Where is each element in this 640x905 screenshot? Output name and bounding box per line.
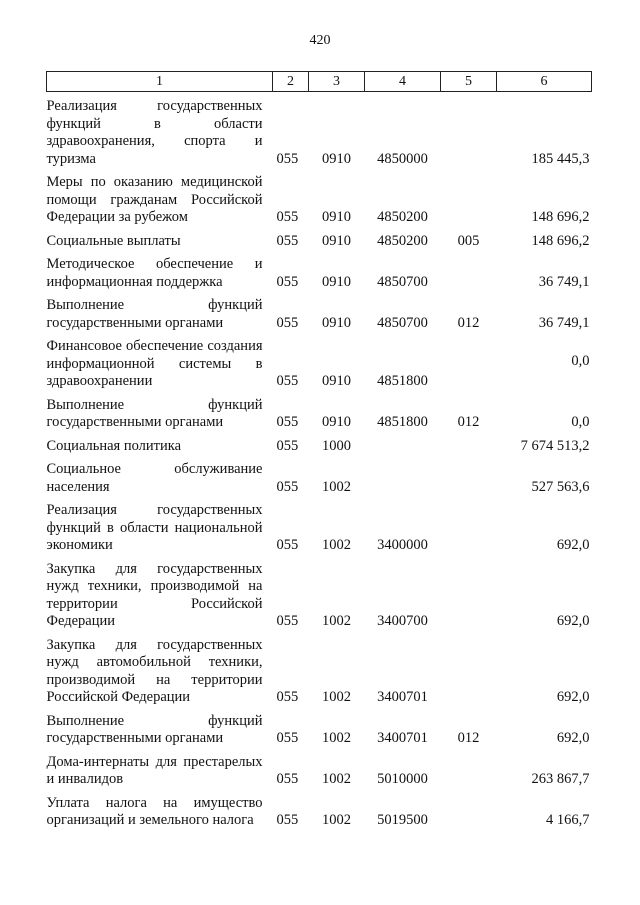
header-col-1: 1 [47, 72, 273, 92]
table-row [47, 332, 592, 391]
table-row [47, 250, 592, 291]
row-name: Социальные выплаты [46, 232, 181, 249]
row-name: Реализация государственных функций в области здравоохранения, спорта и туризма [46, 98, 263, 167]
table-row [47, 92, 592, 169]
row-code-5 [441, 92, 497, 169]
header-row [47, 72, 592, 92]
row-code-4: 4851800 [377, 414, 428, 430]
row-code-5: 012 [457, 414, 480, 430]
row-code-4: 4851800 [377, 373, 428, 389]
header-col-4: 4 [365, 72, 441, 92]
table-row [47, 391, 592, 432]
table-row [47, 748, 592, 789]
row-code-4: 4850000 [377, 150, 428, 167]
header-col-2: 2 [273, 72, 309, 92]
row-code-5 [441, 455, 497, 496]
row-code-4: 3400700 [377, 613, 428, 629]
row-code-5 [441, 555, 497, 631]
row-code-3: 0910 [322, 373, 351, 389]
row-code-3: 1002 [322, 537, 351, 553]
row-amount: 148 696,2 [531, 209, 590, 225]
row-name: Уплата налога на имущество организаций и земельного налога [46, 794, 263, 828]
row-code-3: 1002 [322, 689, 351, 705]
row-code-3: 0910 [322, 232, 351, 249]
row-code-5 [441, 332, 497, 391]
table-row [47, 631, 592, 707]
row-amount: 148 696,2 [531, 232, 590, 249]
page-number: 420 [309, 33, 331, 48]
row-code-5 [441, 168, 497, 227]
row-code-3: 1002 [322, 478, 351, 495]
row-amount: 692,0 [556, 613, 590, 629]
table-row [47, 168, 592, 227]
row-name: Финансовое обеспечение создания информационной системы в здравоохранении [46, 338, 263, 389]
table-row [47, 227, 592, 251]
row-name: Реализация государственных функций в области национальной экономики [46, 502, 263, 553]
row-amount: 4 166,7 [546, 812, 590, 828]
table-row [47, 496, 592, 555]
row-name: Закупка для государственных нужд техники, производимой на территории Российской Федерации [46, 560, 263, 629]
header-col-6: 6 [497, 72, 592, 92]
row-code-3: 0910 [322, 273, 351, 290]
row-amount: 692,0 [556, 730, 590, 746]
row-code-3: 0910 [322, 150, 351, 167]
row-code-2: 055 [276, 437, 299, 454]
row-code-3: 1002 [322, 613, 351, 629]
row-name: Закупка для государственных нужд автомобильной техники, производимой на территории Российской Федерации [46, 636, 263, 705]
row-code-2: 055 [276, 373, 299, 389]
row-name: Выполнение функций государственными органами [46, 297, 263, 331]
table-row [47, 789, 592, 830]
row-code-3: 1002 [322, 812, 351, 828]
table-row [47, 555, 592, 631]
row-code-4 [365, 455, 441, 496]
row-code-3: 0910 [322, 414, 351, 430]
header-col-3: 3 [309, 72, 365, 92]
row-name: Социальное обслуживание населения [46, 461, 263, 495]
table-row [47, 291, 592, 332]
row-amount: 0,0 [571, 414, 590, 430]
row-code-5: 012 [457, 314, 480, 331]
budget-table [46, 71, 592, 830]
row-name: Выполнение функций государственными органами [46, 712, 263, 746]
row-amount: 36 749,1 [538, 314, 590, 331]
row-code-2: 055 [276, 232, 299, 249]
row-code-2: 055 [276, 414, 299, 430]
row-code-4 [365, 432, 441, 456]
row-code-5: 012 [457, 730, 480, 746]
row-code-2: 055 [276, 209, 299, 225]
row-code-5 [441, 631, 497, 707]
row-code-2: 055 [276, 771, 299, 787]
row-code-3: 1000 [322, 437, 351, 454]
row-code-2: 055 [276, 689, 299, 705]
table-row [47, 432, 592, 456]
row-code-2: 055 [276, 478, 299, 495]
row-amount: 263 867,7 [531, 771, 590, 787]
row-code-2: 055 [276, 273, 299, 290]
row-code-5 [441, 789, 497, 830]
row-code-4: 4850700 [377, 273, 428, 290]
row-code-4: 3400701 [377, 730, 428, 746]
row-code-2: 055 [276, 314, 299, 331]
row-code-3: 0910 [322, 314, 351, 331]
row-amount: 36 749,1 [538, 273, 590, 290]
row-code-4: 3400701 [377, 689, 428, 705]
row-code-4: 5010000 [377, 771, 428, 787]
row-code-4: 4850700 [377, 314, 428, 331]
row-code-4: 3400000 [377, 537, 428, 553]
row-code-2: 055 [276, 613, 299, 629]
row-code-5 [441, 496, 497, 555]
row-code-3: 1002 [322, 730, 351, 746]
row-amount: 0,0 [571, 352, 590, 369]
row-name: Социальная политика [46, 437, 182, 454]
row-code-2: 055 [276, 812, 299, 828]
row-code-4: 4850200 [377, 209, 428, 225]
row-amount: 527 563,6 [531, 478, 590, 495]
row-code-5 [441, 432, 497, 456]
row-amount: 692,0 [556, 537, 590, 553]
row-name: Методическое обеспечение и информационная поддержка [46, 256, 263, 290]
row-amount: 692,0 [556, 689, 590, 705]
row-code-2: 055 [276, 150, 299, 167]
row-name: Меры по оказанию медицинской помощи гражданам Российской Федерации за рубежом [46, 174, 263, 225]
row-code-4: 5019500 [377, 812, 428, 828]
header-col-5: 5 [441, 72, 497, 92]
row-amount: 185 445,3 [531, 150, 590, 167]
row-code-3: 1002 [322, 771, 351, 787]
row-name: Выполнение функций государственными органами [46, 396, 263, 430]
row-code-2: 055 [276, 730, 299, 746]
table-row [47, 707, 592, 748]
row-code-2: 055 [276, 537, 299, 553]
row-code-3: 0910 [322, 209, 351, 225]
row-amount: 7 674 513,2 [520, 437, 590, 454]
row-code-4: 4850200 [377, 232, 428, 249]
row-code-5 [441, 250, 497, 291]
row-code-5 [441, 748, 497, 789]
row-code-5: 005 [457, 232, 480, 249]
row-name: Дома-интернаты для престарелых и инвалидов [46, 753, 263, 787]
table-row [47, 455, 592, 496]
